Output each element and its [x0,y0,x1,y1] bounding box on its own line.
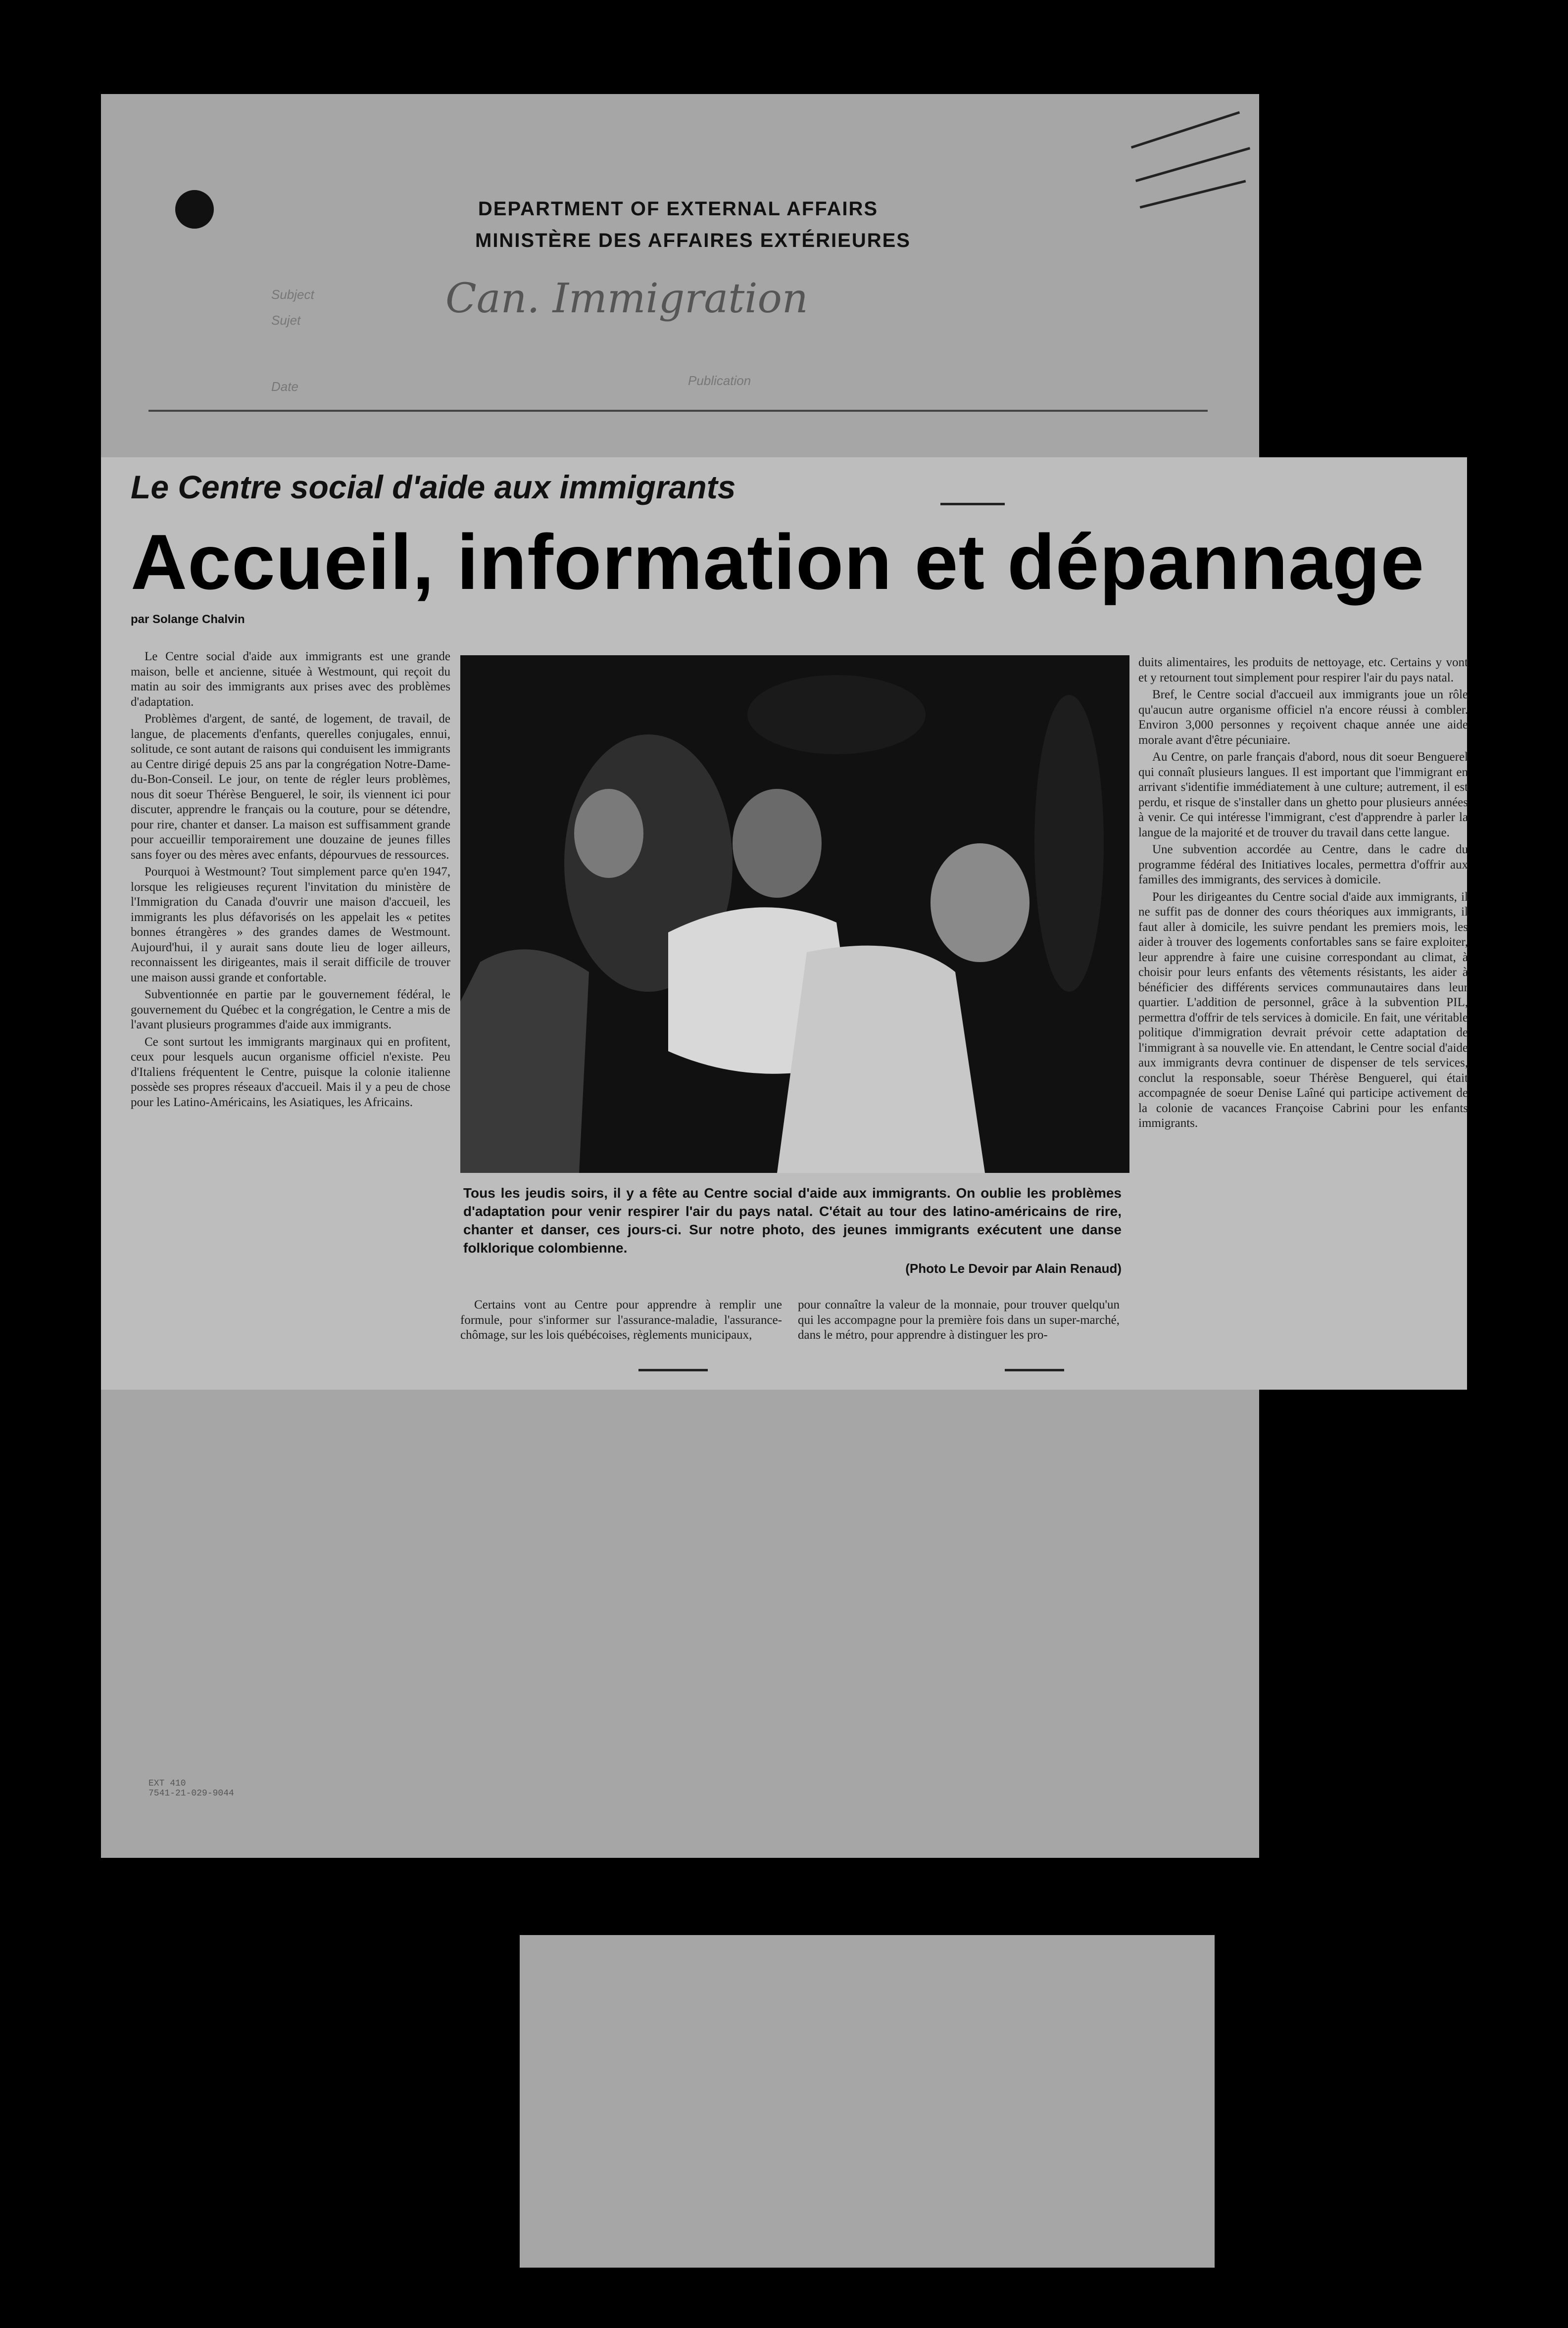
article-byline: par Solange Chalvin [131,613,245,626]
article-kicker: Le Centre social d'aide aux immigrants [131,469,736,505]
header-rule [148,410,1208,412]
photo-credit: (Photo Le Devoir par Alain Renaud) [905,1261,1122,1276]
form-number [148,1779,234,1798]
paragraph: Une subvention accordée au Centre, dans le cadre du programme fédéral des Initiatives locales, permettra d'offrir aux familles des immigrants, des services à domicile. [1138,843,1468,886]
form-code: EXT 410 [148,1779,186,1789]
publication-label: Publication [688,373,751,388]
paragraph: pour connaître la valeur de la monnaie, pour trouver quelqu'un qui les accompagne pour la première fois dans un super-marché, dans le métro, pour apprendre à distinguer les pro- [798,1298,1120,1342]
department-header-fr: MINISTÈRE DES AFFAIRES EXTÉRIEURES [475,230,911,251]
subject-label-en: Subject [271,287,314,302]
article-photo [460,655,1129,1173]
article-column-right [1138,655,1468,1133]
paragraph: Pour les dirigeantes du Centre social d'aide aux immigrants, il ne suffit pas de donner des cours théoriques aux immigrants, il faut aller à domicile, les suivre pendant les premiers mois, les aider à trouver des logements confortables sans se faire exploiter, leur apprendre à faire une cuisine correspondant au climat, à choisir pour leurs enfants des vêtements résistants, les aider à bénéficier des différents services communautaires dans leur quartier. L'addition de personnel, grâce à la subvention PIL, permettra d'offrir de tels services à domicile. En fait, une véritable politique d'immigration devrait prévoir cette adaptation de l'immigrant à sa nouvelle vie. En attendant, le Centre social d'aide aux immigrants devra continuer de dispenser de tels services, conclut la responsable, soeur Thérèse Benguerel, qui était accompagnée de soeur Denise Laîné qui participe activement de la colonie de vacances Françoise Cabrini pour les enfants immigrants. [1138,890,1468,1130]
photo-caption: Tous les jeudis soirs, il y a fête au Centre social d'aide aux immigrants. On oublie les problèmes d'adaptation pour venir respirer l'air du pays natal. C'était au tour des latino-américains de rire, chanter et danser, ces jours-ci. Sur notre photo, des jeunes immigrants exécutent une danse folklorique colombienne. [463,1185,1122,1256]
paragraph: Ce sont surtout les immigrants marginaux qui en profitent, ceux pour lesquels aucun organisme officiel n'existe. Peu d'Italiens fréquentent le Centre, puisque la colonie italienne possède ses propres réseaux d'accueil. Mais il y a peu de chose pour les Latino-Américains, les Asiatiques, les Africains. [131,1035,450,1109]
pen-underline [940,503,1005,505]
paragraph: Problèmes d'argent, de santé, de logement, de travail, de langue, de placements d'enfants, querelles conjugales, ennui, solitude, ce sont autant de raisons qui conduisent les immigrants au Centre dirigé depuis 25 ans par la congrégation Notre-Dame-du-Bon-Conseil. Le jour, on tente de régler leurs problèmes, nous dit soeur Thérèse Benguerel, le soir, ils viennent ici pour discuter, apprendre le français ou la couture, pour se détendre, pour rire, chanter et danser. La maison est suffisamment grande pour accueillir temporairement une douzaine de jeunes filles sans foyer ou des mères avec enfants, dépourvues de ressources. [131,712,450,862]
paragraph: Bref, le Centre social d'accueil aux immigrants joue un rôle qu'aucun autre organisme officiel n'a encore réussi à combler. Environ 3,000 personnes y reçoivent chaque année une aide morale avant d'être pécuniaire. [1138,688,1468,747]
paragraph: Subventionnée en partie par le gouvernement fédéral, le gouvernement du Québec et la congrégation, le Centre a mis de l'avant plusieurs programmes d'aide aux immigrants. [131,988,450,1031]
paragraph: Au Centre, on parle français d'abord, nous dit soeur Benguerel qui connaît plusieurs langues. Il est important que l'immigrant en arrivant s'identifie immédiatement à une culture; autrement, il est perdu, et risque de s'installer dans un ghetto pour plusieurs années à venir. Ce qui intéresse l'immigrant, c'est d'apprendre à parler la langue de la majorité et de trouver du travail dans cette langue. [1138,750,1468,839]
blank-slip [520,1935,1215,2268]
handwritten-subject: Can. Immigration [445,275,808,322]
article-headline: Accueil, information et dépannage [131,519,1425,606]
pen-underline [638,1369,708,1371]
department-header-en: DEPARTMENT OF EXTERNAL AFFAIRS [478,198,879,220]
paragraph: Le Centre social d'aide aux immigrants est une grande maison, belle et ancienne, située à Westmount, qui reçoit du matin au soir des immigrants aux prises avec des problèmes d'adaptation. [131,650,450,709]
article-bottom-left [460,1298,782,1345]
form-serial: 7541-21-029-9044 [148,1789,234,1798]
pen-underline [1005,1369,1064,1371]
paragraph: Pourquoi à Westmount? Tout simplement parce qu'en 1947, lorsque les religieuses reçurent l'invitation du ministère de l'Immigration du Canada d'ouvrir une maison d'accueil, les immigrants les plus défavorisés on les appelait les « petites bonnes étrangères » des grandes dames de Westmount. Aujourd'hui, il y aurait sans doute lieu de loger ailleurs, reconnaissent les dirigeantes, mais il serait difficile de trouver une maison aussi grande et confortable. [131,865,450,984]
dancers-photo [460,655,1129,1173]
article-column-left [131,649,450,1112]
paragraph: Certains vont au Centre pour apprendre à remplir une formule, pour s'informer sur l'assurance-maladie, l'assurance-chômage, sur les lois québécoises, règlements municipaux, [460,1298,782,1342]
paragraph: duits alimentaires, les produits de nettoyage, etc. Certains y vont et y retournent tout simplement pour respirer l'air du pays natal. [1138,656,1468,684]
date-label: Date [271,379,298,394]
subject-label-fr: Sujet [271,313,301,328]
punch-hole [175,190,214,229]
article-bottom-right [798,1298,1120,1345]
